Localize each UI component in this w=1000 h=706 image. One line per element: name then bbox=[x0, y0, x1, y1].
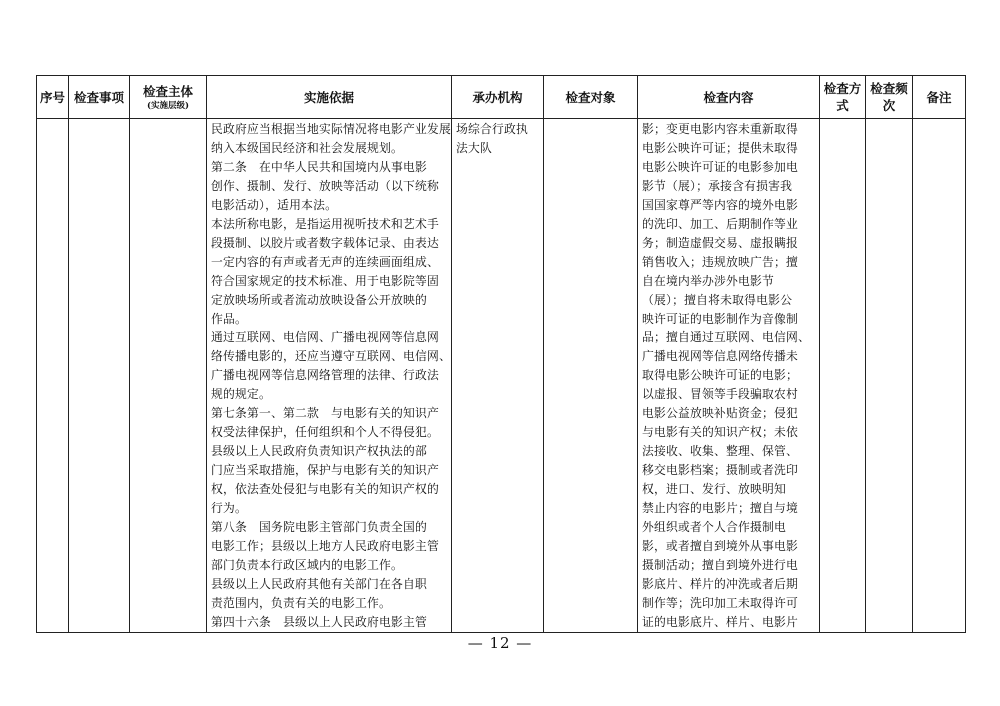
header-remarks: 备注 bbox=[913, 76, 966, 119]
header-frequency: 检查频次 bbox=[866, 76, 913, 119]
cell-frequency bbox=[866, 119, 913, 633]
cell-content bbox=[638, 119, 820, 633]
inspection-table bbox=[36, 75, 966, 633]
header-basis: 实施依据 bbox=[207, 76, 452, 119]
header-row bbox=[37, 76, 966, 119]
page-number: — 12 — bbox=[467, 634, 533, 652]
agency-text: 场综合行政执 法大队 bbox=[456, 122, 528, 155]
header-item: 检查事项 bbox=[69, 76, 130, 119]
header-seq: 序号 bbox=[37, 76, 69, 119]
header-subject-label: 检查主体 bbox=[142, 83, 193, 99]
content-text: 影；变更电影内容未重新取得 电影公映许可证；提供未取得 电影公映许可证的电影参加电 影节（展）；承接含有损害我 国国家尊严等内容的境外电影 的洗印、加工、后期制作等业 务；制造虚假交易、虚报瞒报 销售收入；违规放映广告；擅 自在境内举办涉外电影节 （展）；擅自将未取得电影公 映许可证的电影制作为音像制 品；擅自通过互联网、电信网、 广播电视网等信息网络传播未 取得电影公映许可证的电影； 以虚报、冒领等手段骗取农村 电影公益放映补贴资金；侵犯 与电影有关的知识产权；未依 法接收、收集、整理、保管、 移交电影档案；摄制或者洗印 权，进口、发行、放映明知 禁止内容的电影片；擅自与境 外组织或者个人合作摄制电 影，或者擅自到境外从事电影 摄制活动；擅自到境外进行电 影底片、样片的冲洗或者后期 制作等；洗印加工未取得许可 证的电影底片、样片、电影片 bbox=[642, 122, 810, 629]
header-subject-note: (实施层级) bbox=[146, 100, 190, 111]
cell-item bbox=[69, 119, 130, 633]
header-subject bbox=[130, 76, 207, 119]
header-content: 检查内容 bbox=[638, 76, 820, 119]
cell-seq bbox=[37, 119, 69, 633]
header-method: 检查方式 bbox=[820, 76, 866, 119]
header-target: 检查对象 bbox=[544, 76, 638, 119]
table-row bbox=[37, 119, 966, 633]
cell-method bbox=[820, 119, 866, 633]
cell-target bbox=[544, 119, 638, 633]
cell-agency bbox=[452, 119, 544, 633]
cell-remarks bbox=[913, 119, 966, 633]
cell-basis bbox=[207, 119, 452, 633]
basis-text: 民政府应当根据当地实际情况将电影产业发展 纳入本级国民经济和社会发展规划。 第二条 在中华人民共和国境内从事电影 创作、摄制、发行、放映等活动（以下统称 电影活动），适用本法。 本法所称电影，是指运用视听技术和艺术手 段摄制、以胶片或者数字载体记录、由表达 一定内容的有声或者无声的连续画面组成、 符合国家规定的技术标准、用于电影院等固 定放映场所或者流动放映设备公开放映的 作品。 通过互联网、电信网、广播电视网等信息网 络传播电影的，还应当遵守互联网、电信网、 广播电视网等信息网络管理的法律、行政法 规的规定。 第七条第一、第二款 与电影有关的知识产 权受法律保护，任何组织和个人不得侵犯。 县级以上人民政府负责知识产权执法的部 门应当采取措施，保护与电影有关的知识产 权，依法查处侵犯与电影有关的知识产权的 行为。 第八条 国务院电影主管部门负责全国的 电影工作；县级以上地方人民政府电影主管 部门负责本行政区域内的电影工作。 县级以上人民政府其他有关部门在各自职 责范围内，负责有关的电影工作。 第四十六条 县级以上人民政府电影主管 bbox=[211, 122, 451, 629]
header-agency: 承办机构 bbox=[452, 76, 544, 119]
cell-subject bbox=[130, 119, 207, 633]
